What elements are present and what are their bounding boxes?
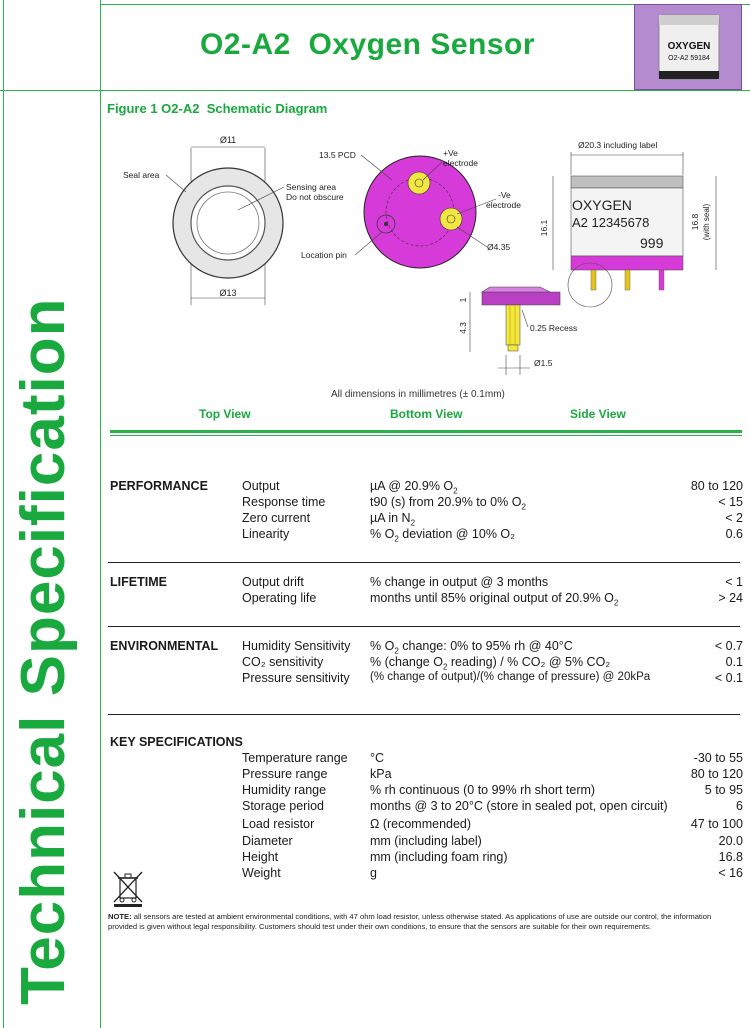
weee-bin-icon: [110, 870, 146, 908]
spec-row: [0, 671, 750, 687]
spec-value: 16.8: [718, 850, 743, 864]
spec-unit: % $O_2$ deviation @ 10% O₂: [370, 527, 515, 544]
pin-dia-label: Ø1.5: [534, 358, 553, 368]
spec-row: [0, 575, 750, 591]
neg-electrode-label-1: -Ve: [498, 190, 511, 200]
spec-row: [0, 817, 750, 833]
spec-row: [0, 591, 750, 607]
spec-label: Pressure range: [242, 767, 328, 781]
pcd-label: 13.5 PCD: [319, 150, 356, 160]
spec-label: Output: [242, 479, 280, 493]
spec-unit: % rh continuous (0 to 99% rh short term): [370, 783, 596, 797]
dia-435-label: Ø4.35: [487, 242, 511, 252]
spec-label: Pressure sensitivity: [242, 671, 350, 685]
spec-unit: mm (including label): [370, 834, 482, 848]
figure-divider: [110, 430, 742, 433]
spec-value: 5 to 95: [704, 783, 743, 797]
spec-value: 0.6: [725, 527, 743, 541]
top-view-label: Top View: [199, 407, 251, 421]
figure-divider-thin: [110, 435, 742, 436]
recess-label: 0.25 Recess: [530, 323, 578, 333]
seal-area-label: Seal area: [123, 170, 160, 180]
top-view-drawing: [123, 135, 344, 305]
spec-label: Output drift: [242, 575, 304, 589]
spec-row: [0, 655, 750, 671]
spec-label: Load resistor: [242, 817, 315, 831]
spec-row: [0, 783, 750, 799]
spec-value: > 24: [718, 591, 743, 605]
side-height-label: 16.1: [539, 219, 549, 237]
spec-value: 20.0: [718, 834, 743, 848]
side-title: Technical Specification: [9, 297, 78, 1005]
photo-text-1: OXYGEN: [667, 41, 711, 52]
spec-label: Linearity: [242, 527, 290, 541]
side-diameter-label: Ø20.3 including label: [578, 140, 658, 150]
section-environmental: ENVIRONMENTAL: [110, 639, 219, 653]
bottom-view-drawing: [301, 148, 521, 268]
spec-row: [0, 767, 750, 783]
spec-unit: °C: [370, 751, 385, 765]
spec-unit: % $O_2$ change: 0% to 95% rh @ 40°C: [370, 639, 573, 656]
pin-top-label: 1: [458, 297, 468, 303]
section-key-specifications: KEY SPECIFICATIONS: [110, 735, 243, 749]
spec-value: < 1: [725, 575, 743, 589]
section-divider: [108, 562, 740, 563]
spec-row: [0, 834, 750, 850]
spec-row: [0, 527, 750, 543]
spec-row: [0, 495, 750, 511]
spec-unit: mm (including foam ring): [370, 850, 508, 864]
spec-value: 6: [736, 799, 743, 813]
spec-value: < 0.1: [714, 671, 743, 685]
pos-electrode-label-1: +Ve: [443, 148, 458, 158]
spec-unit: % change in output @ 3 months: [370, 575, 549, 589]
location-pin-label: Location pin: [301, 250, 347, 260]
pos-electrode-label-2: electrode: [443, 158, 478, 168]
spec-row: [0, 799, 750, 815]
spec-value: 0.1: [725, 655, 743, 669]
spec-label: Zero current: [242, 511, 311, 525]
spec-unit: (% change of output)/(% change of pressure) @ 20kPa: [370, 671, 651, 683]
spec-row: [0, 511, 750, 527]
spec-unit: Ω (recommended): [370, 817, 472, 831]
top-dim-13: Ø13: [219, 288, 237, 298]
spec-value: 80 to 120: [690, 479, 743, 493]
spec-value: 80 to 120: [690, 767, 743, 781]
spec-label: Humidity range: [242, 783, 327, 797]
section-divider: [108, 626, 740, 627]
spec-value: -30 to 55: [693, 751, 743, 765]
spec-label: Humidity Sensitivity: [242, 639, 351, 653]
spec-row: [0, 751, 750, 767]
spec-unit: % (change $O_2$ reading) / % CO₂ @ 5% CO₂: [370, 655, 611, 672]
spec-value: < 15: [718, 495, 743, 509]
spec-unit: µA @ 20.9% $O_2$: [370, 479, 458, 496]
side-height-seal-label: 16.8: [690, 213, 700, 231]
spec-unit: µA in $N_2$: [370, 511, 416, 528]
spec-label: Operating life: [242, 591, 317, 605]
dimension-note: All dimensions in millimetres (± 0.1mm): [331, 389, 505, 400]
side-height-seal-note: (with seal): [702, 203, 711, 241]
spec-label: Weight: [242, 866, 281, 880]
spec-unit: kPa: [370, 767, 392, 781]
top-dim-11: Ø11: [219, 135, 237, 145]
spec-unit: t90 (s) from 20.9% to 0% $O_2$: [370, 495, 526, 512]
footnote: NOTE: all sensors are tested at ambient environmental conditions, with 47 ohm load resistor, unless otherwise stated. As applications of use are outside our control, the information provided is given without legal responsibility. Customers should test under their own conditions, to ensure that the sensors are suitable for their own requirements.: [108, 912, 712, 931]
page-title: O2-A2 Oxygen Sensor: [199, 28, 536, 61]
section-divider: [108, 714, 740, 715]
spec-row: [0, 850, 750, 866]
photo-text-2: O2-A2 59184: [668, 55, 710, 62]
schematic-diagram: [0, 0, 750, 420]
spec-label: CO₂ sensitivity: [242, 655, 324, 669]
spec-label: Diameter: [242, 834, 293, 848]
spec-label: Response time: [242, 495, 326, 509]
spec-label: Storage period: [242, 799, 325, 813]
spec-row: [0, 639, 750, 655]
neg-electrode-label-2: electrode: [486, 200, 521, 210]
spec-value: < 2: [725, 511, 743, 525]
spec-label: Temperature range: [242, 751, 348, 765]
spec-unit: g: [370, 866, 377, 880]
sensing-area-label: Sensing area: [286, 182, 337, 192]
spec-unit: months @ 3 to 20°C (store in sealed pot, open circuit): [370, 799, 668, 813]
spec-value: < 16: [718, 866, 743, 880]
figure-title: Figure 1 O2-A2 Schematic Diagram: [107, 101, 328, 116]
pin-length-label: 4.3: [458, 322, 468, 334]
do-not-obscure-label: Do not obscure: [286, 192, 344, 202]
spec-value: 47 to 100: [690, 817, 743, 831]
side-view-drawing: [458, 140, 716, 375]
side-view-label: Side View: [570, 407, 626, 421]
bottom-view-label: Bottom View: [390, 407, 463, 421]
section-performance: PERFORMANCE: [110, 479, 208, 493]
spec-row: [0, 479, 750, 495]
side-label-code: A2 12345678: [572, 215, 650, 230]
side-label-oxygen: OXYGEN: [572, 197, 632, 213]
section-lifetime: LIFETIME: [110, 575, 167, 589]
side-label-batch: 999: [640, 235, 664, 251]
spec-value: < 0.7: [714, 639, 743, 653]
spec-unit: months until 85% original output of 20.9% $O_2$: [370, 591, 619, 608]
spec-label: Height: [242, 850, 279, 864]
